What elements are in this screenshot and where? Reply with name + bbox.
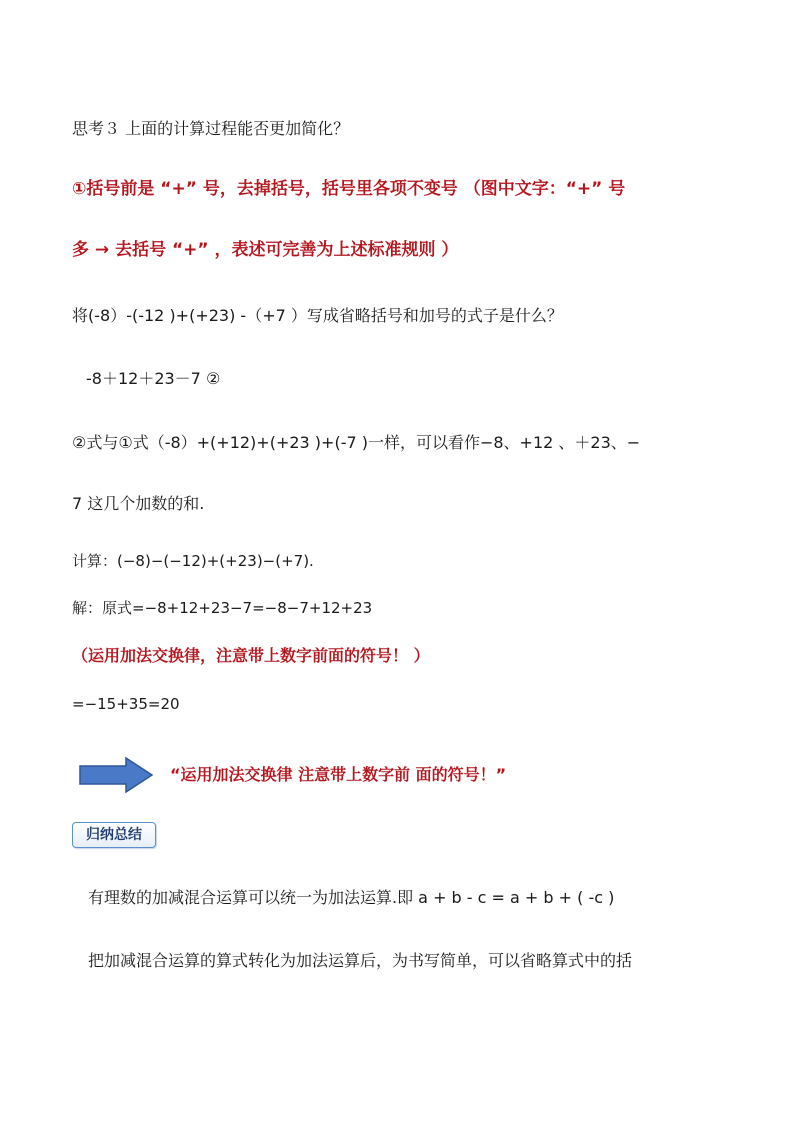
calculation-prompt: 计算：(−8)−(−12)+(+23)−(+7). [72, 552, 314, 570]
arrow-note: “运用加法交换律 注意带上数字前 面的符号！” [170, 765, 507, 784]
summary-badge: 归纳总结 [72, 822, 156, 848]
explanation-line-2: 7 这几个加数的和. [72, 494, 205, 513]
rule-text-line-2: 多 → 去括号 “+” ，表述可完善为上述标准规则 ） [72, 240, 459, 260]
result-line: =−15+35=20 [72, 695, 180, 713]
think-question: 思考３ 上面的计算过程能否更加简化？ [72, 119, 350, 138]
rule-text-line-1: ①括号前是 “+” 号，去掉括号，括号里各项不变号 （图中文字：“+” 号 [72, 179, 626, 199]
hint-note: （运用加法交换律，注意带上数字前面的符号！ ） [72, 646, 430, 665]
question-text: 将(-8）-(-12 )+(+23) -（+7 ）写成省略括号和加号的式子是什么？ [72, 306, 563, 325]
summary-line-1: 有理数的加减混合运算可以统一为加法运算.即 a + b - c = a + b + ( -c ) [88, 888, 615, 907]
right-arrow-icon [78, 756, 154, 794]
explanation-line-1: ②式与①式（-8）+(+12)+(+23 )+(-7 )一样，可以看作−8、+12 、＋23、− [72, 433, 641, 452]
solution-line: 解：原式=−8+12+23−7=−8−7+12+23 [72, 599, 373, 617]
summary-line-2: 把加减混合运算的算式转化为加法运算后，为书写简单，可以省略算式中的括 [88, 951, 633, 970]
expression-2: -8＋12＋23－7 ② [86, 369, 221, 388]
